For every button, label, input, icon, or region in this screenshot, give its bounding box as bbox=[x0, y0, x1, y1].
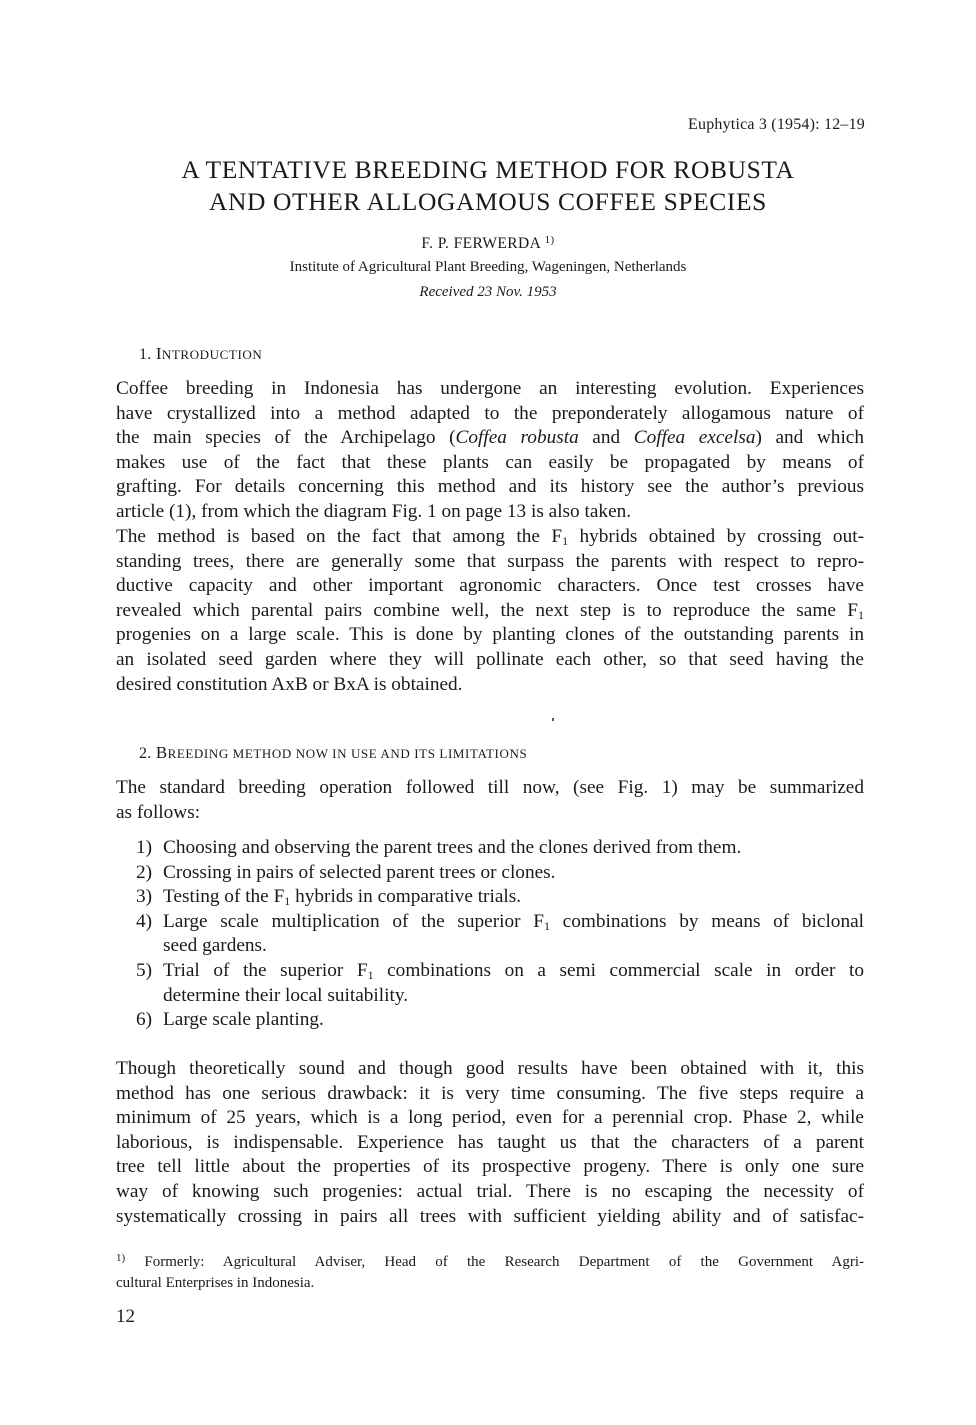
subscript: 1 bbox=[562, 534, 569, 548]
list-text: Crossing in pairs of selected parent trees or clones. bbox=[163, 861, 556, 883]
footnote-line bbox=[116, 1252, 864, 1273]
section-1-paragraph-1 bbox=[116, 377, 864, 525]
list-item bbox=[136, 1008, 864, 1033]
list-item bbox=[136, 885, 864, 910]
text-span: Trial of the superior F bbox=[163, 959, 368, 981]
footnote bbox=[116, 1252, 864, 1294]
text-line: standing trees, there are generally some that surpass the parents with respect to repro- bbox=[116, 550, 864, 572]
text-line: an isolated seed garden where they will pollinate each other, so that seed having the bbox=[116, 648, 864, 670]
journal-reference: Euphytica 3 (1954): 12–19 bbox=[688, 116, 865, 133]
section-2-paragraph bbox=[116, 1057, 864, 1229]
list-text bbox=[163, 910, 864, 935]
text-span: The method is based on the fact that among the F bbox=[116, 526, 563, 547]
text-span: hybrids in comparative trials. bbox=[290, 886, 522, 908]
text-line: progenies on a large scale. This is done by planting clones of the outstanding parents in bbox=[116, 624, 864, 646]
author-footnote-mark: 1) bbox=[544, 234, 555, 246]
text-line: The standard breeding operation followed till now, (see Fig. 1) may be summarized bbox=[116, 777, 864, 798]
section-2-intro bbox=[116, 776, 864, 825]
section-2-heading-initial: B bbox=[155, 743, 168, 762]
text-line: have crystallized into a method adapted to the preponderately allogamous nature of bbox=[116, 402, 864, 424]
section-2-number: 2. bbox=[139, 745, 152, 762]
subscript: 1 bbox=[543, 918, 550, 933]
text-span: Large scale multiplication of the superior F bbox=[163, 910, 544, 932]
text-line: way of knowing such progenies: actual trial. There is no escaping the necessity of bbox=[116, 1180, 864, 1202]
text-span: and bbox=[578, 427, 634, 449]
list-item bbox=[136, 861, 864, 886]
section-1-heading bbox=[139, 344, 262, 364]
text-line: desired constitution AxB or BxA is obtained. bbox=[116, 673, 463, 695]
subscript: 1 bbox=[284, 894, 291, 909]
scan-speck bbox=[552, 718, 554, 721]
text-span: ) and which bbox=[755, 427, 865, 449]
text-line: Coffee breeding in Indonesia has undergone an interesting evolution. Experiences bbox=[116, 378, 864, 399]
subscript: 1 bbox=[367, 967, 374, 982]
paper-title bbox=[0, 154, 976, 218]
text-line: method has one serious drawback: it is very time consuming. The five steps require a bbox=[116, 1082, 864, 1104]
list-text bbox=[163, 885, 864, 910]
text-line: minimum of 25 years, which is a long period, even for a perennial crop. Phase 2, while bbox=[116, 1107, 864, 1129]
list-item bbox=[136, 910, 864, 959]
author-name bbox=[0, 235, 976, 253]
text-line: grafting. For details concerning this method and its history see the author’s previous bbox=[116, 476, 864, 498]
text-span: the main species of the Archipelago ( bbox=[116, 427, 456, 449]
text-line bbox=[116, 525, 864, 550]
text-line: article (1), from which the diagram Fig. 1 on page 13 is also taken. bbox=[116, 500, 632, 522]
list-text: Large scale planting. bbox=[163, 1009, 324, 1031]
list-number: 3) bbox=[136, 886, 153, 908]
breeding-steps-list bbox=[136, 836, 864, 1033]
section-1-heading-rest: NTRODUCTION bbox=[161, 347, 263, 362]
list-number: 4) bbox=[136, 910, 153, 932]
list-number: 2) bbox=[136, 861, 153, 883]
text-span: combinations by means of biclonal bbox=[549, 910, 865, 932]
section-2-heading bbox=[139, 743, 527, 763]
list-text bbox=[163, 959, 864, 984]
list-item bbox=[136, 959, 864, 1008]
species-name: Coffea excelsa bbox=[633, 427, 756, 449]
list-text: Choosing and observing the parent trees and the clones derived from them. bbox=[163, 837, 742, 858]
text-line: Though theoretically sound and though good results have been obtained with it, this bbox=[116, 1058, 864, 1079]
text-line bbox=[116, 599, 864, 624]
footnote-line: cultural Enterprises in Indonesia. bbox=[116, 1275, 315, 1291]
text-span: hybrids obtained by crossing out- bbox=[568, 526, 864, 547]
list-text: determine their local suitability. bbox=[163, 984, 409, 1006]
footnote-mark: 1) bbox=[116, 1252, 126, 1264]
page-number: 12 bbox=[116, 1306, 135, 1327]
list-text: seed gardens. bbox=[163, 935, 267, 957]
list-number: 6) bbox=[136, 1009, 153, 1031]
list-number: 5) bbox=[136, 959, 153, 981]
subscript: 1 bbox=[858, 607, 864, 622]
text-span: combinations on a semi commercial scale in order to bbox=[373, 959, 864, 981]
species-name: Coffea robusta bbox=[455, 427, 579, 449]
text-span: Testing of the F bbox=[163, 886, 285, 908]
title-line-2: AND OTHER ALLOGAMOUS COFFEE SPECIES bbox=[209, 187, 767, 216]
title-line-1: A TENTATIVE BREEDING METHOD FOR ROBUSTA bbox=[181, 155, 795, 184]
text-span: revealed which parental pairs combine well, the next step is to reproduce the same F bbox=[116, 599, 858, 621]
section-1-number: 1. bbox=[139, 346, 152, 363]
list-item bbox=[136, 836, 864, 861]
text-line: laborious, is indispensable. Experience has taught us that the characters of a parent bbox=[116, 1131, 864, 1153]
section-1-heading-initial: I bbox=[155, 344, 162, 363]
text-line: ductive capacity and other important agronomic characters. Once test crosses have bbox=[116, 575, 864, 597]
text-line: as follows: bbox=[116, 801, 201, 823]
section-2-heading-rest: REEDING METHOD NOW IN USE AND ITS LIMITATIONS bbox=[167, 746, 528, 761]
list-number: 1) bbox=[136, 837, 153, 858]
text-span: Formerly: Agricultural Adviser, Head of the Research Department of the Government Agri- bbox=[125, 1254, 864, 1270]
text-line bbox=[116, 426, 864, 451]
text-line: tree tell little about the properties of its prospective progeny. There is only one sure bbox=[116, 1156, 864, 1178]
author-name-text: F. P. FERWERDA bbox=[421, 235, 541, 252]
author-affiliation: Institute of Agricultural Plant Breeding, Wageningen, Netherlands bbox=[289, 259, 687, 275]
section-1-paragraph-2 bbox=[116, 525, 864, 697]
text-line: systematically crossing in pairs all trees with sufficient yielding ability and of satisfac- bbox=[116, 1205, 864, 1227]
text-line: makes use of the fact that these plants can easily be propagated by means of bbox=[116, 451, 864, 473]
received-date: Received 23 Nov. 1953 bbox=[419, 284, 557, 300]
